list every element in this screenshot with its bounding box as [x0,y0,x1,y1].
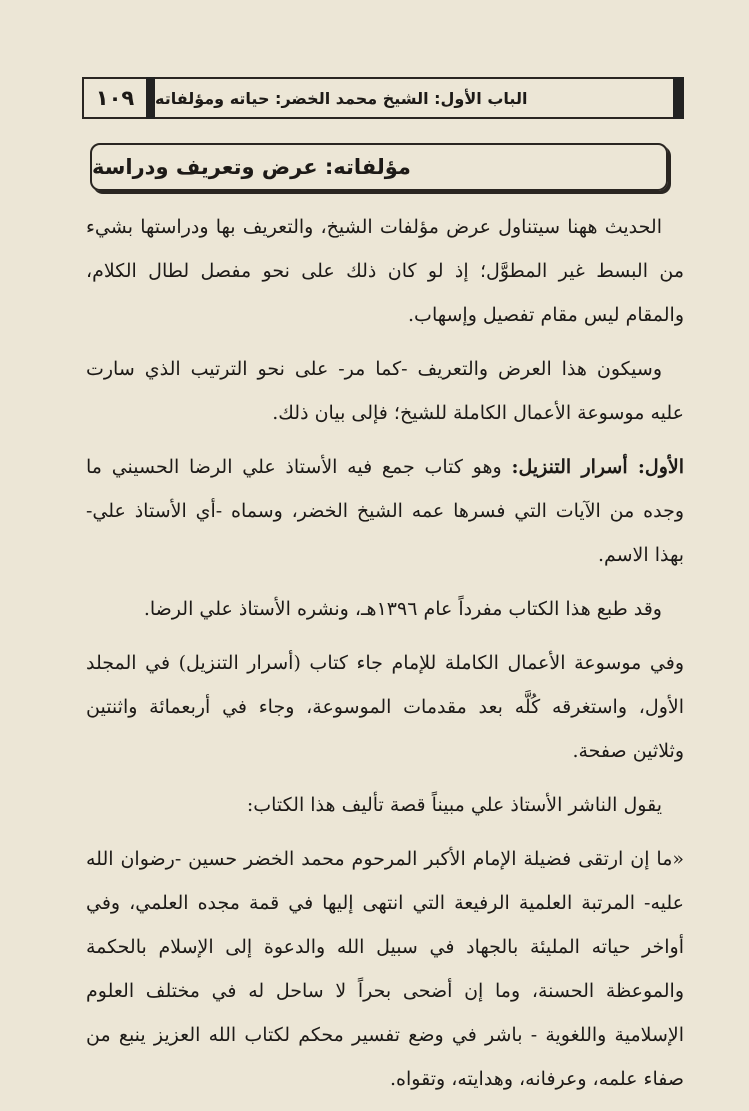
paragraph-6: يقول الناشر الأستاذ علي مبيناً قصة تأليف هذا الكتاب: [246,794,662,816]
paragraph-3-rest: وهو كتاب جمع فيه الأستاذ علي الرضا الحسيني ما وجده من الآيات التي فسرها عمه الشيخ الخضر، وسماه -أي الأستاذ علي- بهذا الاسم. [86,456,684,566]
section-heading: مؤلفاته: عرض وتعريف ودراسة [92,155,411,179]
header-end-bar [673,77,684,119]
running-title: الباب الأول: الشيخ محمد الخضر: حياته ومؤلفاته [155,77,673,119]
paragraph-3 [86,445,684,577]
paragraph-3-lead: الأول: أسرار التنزيل: [511,456,685,478]
running-header [82,77,684,119]
paragraph-4: وقد طبع هذا الكتاب مفرداً عام ١٣٩٦هـ، ونشره الأستاذ علي الرضا. [143,598,662,620]
paragraph-1: الحديث ههنا سيتناول عرض مؤلفات الشيخ، والتعريف بها ودراستها بشيء من البسط غير المطوَّل؛ إذ لو كان ذلك على نحو مفصل لطال الكلام، والمقام ليس مقام تفصيل وإسهاب. [86,216,684,326]
paragraph-2: وسيكون هذا العرض والتعريف -كما مر- على نحو الترتيب الذي سارت عليه موسوعة الأعمال الكاملة للشيخ؛ فإلى بيان ذلك. [86,358,684,424]
paragraph-5: وفي موسوعة الأعمال الكاملة للإمام جاء كتاب (أسرار التنزيل) في المجلد الأول، واستغرقه كُلَّه بعد مقدمات الموسوعة، وجاء في أربعمائة واثنتين وثلاثين صفحة. [86,652,684,762]
header-divider-bar [146,77,155,119]
page-number: ١٠٩ [82,77,146,119]
section-heading-box [90,143,668,191]
body-text [86,205,684,1111]
paragraph-7-quote: «ما إن ارتقى فضيلة الإمام الأكبر المرحوم محمد الخضر حسين -رضوان الله عليه- المرتبة العلمية الرفيعة التي انتهى إليها في قمة مجده العلمي، وفي أواخر حياته المليئة بالجهاد في سبيل الله والدعوة إلى الإسلام بالحكمة والموعظة الحسنة، وما إن أضحى بحراً لا ساحل له في مختلف العلوم الإسلامية واللغوية - باشر في وضع تفسير محكم لكتاب الله العزيز ينبع من صفاء علمه، وعرفانه، وهدايته، وتقواه. [86,848,684,1090]
